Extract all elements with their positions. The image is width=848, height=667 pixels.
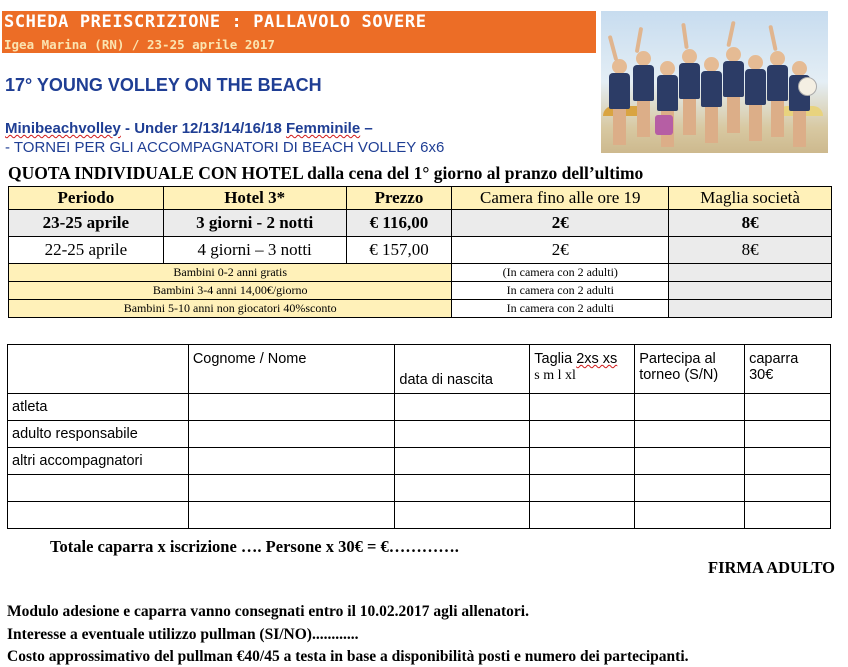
price-table xyxy=(8,186,832,318)
birth-field[interactable] xyxy=(395,421,530,448)
participate-line1: Partecipa al xyxy=(639,351,716,367)
category-dash: – xyxy=(360,120,373,137)
deposit-field[interactable] xyxy=(745,502,831,529)
category-ages: - Under 12/13/14/16/18 xyxy=(120,120,286,137)
deposit-field[interactable] xyxy=(745,475,831,502)
name-field[interactable] xyxy=(188,448,395,475)
deposit-line2: 30€ xyxy=(749,367,774,383)
table-row xyxy=(8,394,831,421)
participate-field[interactable] xyxy=(635,394,745,421)
note-cell: (In camera con 2 adulti) xyxy=(452,264,669,282)
price-row xyxy=(9,210,832,237)
birth-field[interactable] xyxy=(395,394,530,421)
price-cell: 2€ xyxy=(452,210,669,237)
participate-field[interactable] xyxy=(635,421,745,448)
volleyball-icon xyxy=(798,77,817,96)
price-cell: 8€ xyxy=(669,237,832,264)
participate-field[interactable] xyxy=(635,448,745,475)
event-title: 17° YOUNG VOLLEY ON THE BEACH xyxy=(5,75,322,95)
note-cell xyxy=(669,282,832,300)
participate-field[interactable] xyxy=(635,475,745,502)
header-prezzo: Prezzo xyxy=(346,187,452,210)
deposit-field[interactable] xyxy=(745,448,831,475)
price-cell: 23-25 aprile xyxy=(9,210,164,237)
reg-header-name: Cognome / Nome xyxy=(188,345,395,394)
category-gender: Femminile xyxy=(285,120,361,137)
deposit-field[interactable] xyxy=(745,394,831,421)
total-deposit-line: Totale caparra x iscrizione …. Persone x 30€ = €…………. xyxy=(50,537,459,556)
price-cell: 4 giorni – 3 notti xyxy=(163,237,346,264)
row-label-empty[interactable] xyxy=(8,475,189,502)
header-camera: Camera fino alle ore 19 xyxy=(452,187,669,210)
size-options-line2: s m l xl xyxy=(534,368,576,383)
size-field[interactable] xyxy=(530,394,635,421)
table-row xyxy=(8,421,831,448)
reg-header-birth: data di nascita xyxy=(395,345,530,394)
row-label-empty[interactable] xyxy=(8,502,189,529)
name-field[interactable] xyxy=(188,394,395,421)
birth-field[interactable] xyxy=(395,475,530,502)
note-row xyxy=(9,282,832,300)
note-row xyxy=(9,264,832,282)
size-field[interactable] xyxy=(530,448,635,475)
reg-header-participate xyxy=(635,345,745,394)
quota-title: QUOTA INDIVIDUALE CON HOTEL dalla cena del 1° giorno al pranzo dell’ultimo xyxy=(8,163,644,183)
row-label-altri: altri accompagnatori xyxy=(8,448,189,475)
note-cell xyxy=(669,300,832,318)
note-cell: Bambini 3-4 anni 14,00€/giorno xyxy=(9,282,452,300)
note-cell: Bambini 5-10 anni non giocatori 40%sconto xyxy=(9,300,452,318)
price-cell: € 157,00 xyxy=(346,237,452,264)
size-field[interactable] xyxy=(530,421,635,448)
header-hotel: Hotel 3* xyxy=(163,187,346,210)
birth-field[interactable] xyxy=(395,502,530,529)
header-periodo: Periodo xyxy=(9,187,164,210)
size-field[interactable] xyxy=(530,475,635,502)
reg-header-empty xyxy=(8,345,189,394)
category-word: Minibeachvolley xyxy=(5,120,121,137)
table-row xyxy=(8,502,831,529)
note-bus-interest: Interesse a eventuale utilizzo pullman (SI/NO)............ xyxy=(7,626,359,643)
birth-field[interactable] xyxy=(395,448,530,475)
note-cell: In camera con 2 adulti xyxy=(452,300,669,318)
tornei-line: - TORNEI PER GLI ACCOMPAGNATORI DI BEACH VOLLEY 6x6 xyxy=(5,139,445,156)
category-line xyxy=(5,120,373,137)
note-cell xyxy=(669,264,832,282)
note-bus-cost: Costo approssimativo del pullman €40/45 a testa in base a disponibilità posti e numero dei partecipanti. xyxy=(7,648,689,665)
price-cell: 22-25 aprile xyxy=(9,237,164,264)
registration-table xyxy=(7,344,831,529)
header-maglia: Maglia società xyxy=(669,187,832,210)
deposit-line1: caparra xyxy=(749,351,799,367)
table-row xyxy=(8,475,831,502)
row-label-atleta: atleta xyxy=(8,394,189,421)
price-cell: € 116,00 xyxy=(346,210,452,237)
deposit-field[interactable] xyxy=(745,421,831,448)
form-subtitle: Igea Marina (RN) / 23-25 aprile 2017 xyxy=(4,37,275,52)
note-deadline: Modulo adesione e caparra vanno consegnati entro il 10.02.2017 agli allenatori. xyxy=(7,603,529,620)
name-field[interactable] xyxy=(188,502,395,529)
reg-header-size xyxy=(530,345,635,394)
note-cell: In camera con 2 adulti xyxy=(452,282,669,300)
price-cell: 8€ xyxy=(669,210,832,237)
reg-header-deposit xyxy=(745,345,831,394)
form-title: SCHEDA PREISCRIZIONE : PALLAVOLO SOVERE xyxy=(4,12,427,32)
signature-label: FIRMA ADULTO xyxy=(708,558,835,577)
name-field[interactable] xyxy=(188,421,395,448)
name-field[interactable] xyxy=(188,475,395,502)
participate-line2: torneo (S/N) xyxy=(639,367,719,383)
price-cell: 3 giorni - 2 notti xyxy=(163,210,346,237)
size-options: 2xs xs xyxy=(576,351,618,367)
row-label-adulto: adulto responsabile xyxy=(8,421,189,448)
note-cell: Bambini 0-2 anni gratis xyxy=(9,264,452,282)
team-photo xyxy=(601,11,828,153)
price-row xyxy=(9,237,832,264)
participate-field[interactable] xyxy=(635,502,745,529)
table-row xyxy=(8,448,831,475)
price-cell: 2€ xyxy=(452,237,669,264)
size-label: Taglia xyxy=(534,351,577,367)
note-row xyxy=(9,300,832,318)
size-field[interactable] xyxy=(530,502,635,529)
